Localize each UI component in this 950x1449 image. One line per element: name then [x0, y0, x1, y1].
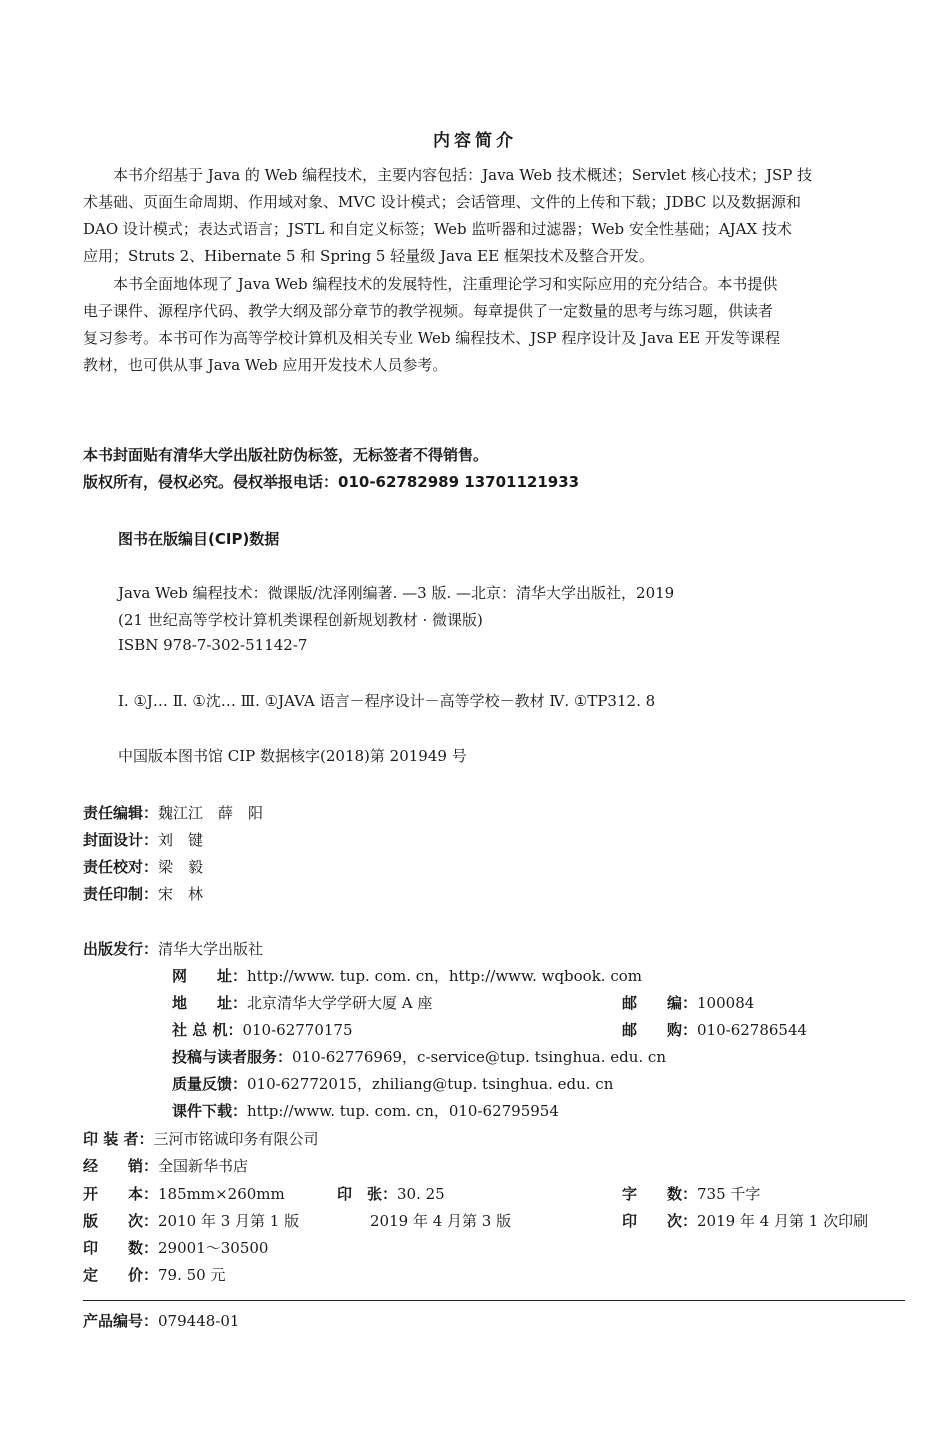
switchboard-value: 010-62770175 [242, 1021, 353, 1039]
publisher-mail-order-row [622, 1019, 807, 1040]
mail-order-value: 010-62786544 [697, 1021, 808, 1039]
intro-title: 内容简介 [433, 131, 517, 151]
quality-label: 质量反馈： [172, 1075, 248, 1093]
publisher-switchboard-row [172, 1019, 353, 1040]
cip-heading: 图书在版编目(CIP)数据 [118, 530, 280, 548]
zip-label: 邮 编： [622, 994, 698, 1012]
cip-classification: Ⅰ. ①J… Ⅱ. ①沈… Ⅲ. ①JAVA 语言－程序设计－高等学校－教材 Ⅳ. ①TP312. 8 [118, 692, 656, 710]
download-value: http://www. tup. com. cn，010-62795954 [247, 1102, 559, 1120]
sheets-label: 印 张： [337, 1185, 398, 1203]
anti-counterfeit-notice: 本书封面贴有清华大学出版社防伪标签，无标签者不得销售。 [83, 446, 489, 464]
staff-proofreader [83, 856, 203, 877]
product-code-label: 产品编号： [83, 1312, 159, 1330]
printing-value: 2019 年 4 月第 1 次印刷 [697, 1212, 869, 1230]
format-value: 185mm×260mm [158, 1185, 285, 1203]
cip-line-2: (21 世纪高等学校计算机类课程创新规划教材 · 微课版) [118, 611, 483, 629]
printing-row [622, 1210, 868, 1231]
publisher-download-row [172, 1100, 559, 1121]
price-value: 79. 50 元 [158, 1266, 226, 1284]
intro-paragraph-2 [83, 271, 905, 379]
download-label: 课件下载： [172, 1102, 248, 1120]
format-label: 开 本： [83, 1185, 159, 1203]
cip-line-1: Java Web 编程技术：微课版/沈泽刚编著. —3 版. —北京：清华大学出版社，2019 [118, 584, 675, 602]
publisher-website-row [172, 965, 642, 986]
publisher-quality-row [172, 1073, 613, 1094]
print-count-row [83, 1237, 268, 1258]
staff-label: 封面设计： [83, 831, 159, 849]
word-count-row [622, 1183, 760, 1204]
website-label: 网 址： [172, 967, 248, 985]
edition-row [83, 1210, 299, 1231]
publisher-service-row [172, 1046, 666, 1067]
print-count-label: 印 数： [83, 1239, 159, 1257]
distributor-label: 经 销： [83, 1157, 159, 1175]
copyright-notice: 版权所有，侵权必究。侵权举报电话：010-62782989 13701121933 [83, 473, 580, 491]
edition-value: 2010 年 3 月第 1 版 [158, 1212, 300, 1230]
staff-label: 责任编辑： [83, 804, 159, 822]
product-code-row [83, 1310, 239, 1331]
staff-label: 责任校对： [83, 858, 159, 876]
service-value: 010-62776969，c-service@tup. tsinghua. edu. cn [292, 1048, 666, 1066]
printing-label: 印 次： [622, 1212, 698, 1230]
sheets-row [337, 1183, 445, 1204]
staff-value: 刘 键 [158, 831, 204, 849]
intro-p1-line: 本书介绍基于 Java 的 Web 编程技术，主要内容包括：Java Web 技术概述；Servlet 核心技术；JSP 技 [113, 166, 813, 184]
intro-p2-line: 教材，也可供从事 Java Web 应用开发技术人员参考。 [83, 356, 448, 374]
publisher-zip-row [622, 992, 754, 1013]
price-row [83, 1264, 226, 1285]
address-label: 地 址： [172, 994, 248, 1012]
staff-value: 魏江江 薛 阳 [158, 804, 264, 822]
edition-label: 版 次： [83, 1212, 159, 1230]
staff-cover-design [83, 829, 203, 850]
footer-divider [83, 1300, 905, 1301]
intro-p1-line: 术基础、页面生命周期、作用域对象、MVC 设计模式；会话管理、文件的上传和下载；JDBC 以及数据源和 [83, 193, 802, 211]
publisher-value: 清华大学出版社 [158, 940, 264, 958]
edition-current: 2019 年 4 月第 3 版 [370, 1212, 512, 1230]
staff-value: 梁 毅 [158, 858, 204, 876]
intro-p1-line: DAO 设计模式；表达式语言；JSTL 和自定义标签；Web 监听器和过滤器；Web 安全性基础；AJAX 技术 [83, 220, 792, 238]
sheets-value: 30. 25 [397, 1185, 445, 1203]
publisher-row [83, 938, 263, 959]
address-value: 北京清华大学学研大厦 A 座 [247, 994, 433, 1012]
printer-row [83, 1128, 318, 1149]
publisher-address-row [172, 992, 432, 1013]
distributor-row [83, 1155, 248, 1176]
intro-p2-line: 复习参考。本书可作为高等学校计算机及相关专业 Web 编程技术、JSP 程序设计及 Java EE 开发等课程 [83, 329, 780, 347]
staff-label: 责任印制： [83, 885, 159, 903]
intro-p2-line: 电子课件、源程序代码、教学大纲及部分章节的教学视频。每章提供了一定数量的思考与练习题，供读者 [83, 302, 774, 320]
product-code-value: 079448-01 [158, 1312, 240, 1330]
staff-value: 宋 林 [158, 885, 204, 903]
cip-isbn: ISBN 978-7-302-51142-7 [118, 636, 308, 654]
quality-value: 010-62772015，zhiliang@tup. tsinghua. edu. cn [247, 1075, 614, 1093]
format-row [83, 1183, 285, 1204]
mail-order-label: 邮 购： [622, 1021, 698, 1039]
word-count-value: 735 千字 [697, 1185, 761, 1203]
publisher-label: 出版发行： [83, 940, 159, 958]
intro-p1-line: 应用；Struts 2、Hibernate 5 和 Spring 5 轻量级 Java EE 框架技术及整合开发。 [83, 247, 654, 265]
cip-record: 中国版本图书馆 CIP 数据核字(2018)第 201949 号 [118, 747, 467, 765]
printer-label: 印 装 者： [83, 1130, 154, 1148]
staff-editor [83, 802, 263, 823]
distributor-value: 全国新华书店 [158, 1157, 249, 1175]
service-label: 投稿与读者服务： [172, 1048, 293, 1066]
intro-paragraph-1 [83, 162, 905, 270]
website-value: http://www. tup. com. cn，http://www. wqbook. com [247, 967, 642, 985]
print-count-value: 29001～30500 [158, 1239, 269, 1257]
printer-value: 三河市铭诚印务有限公司 [153, 1130, 319, 1148]
switchboard-label: 社 总 机： [172, 1021, 243, 1039]
staff-printing [83, 883, 203, 904]
word-count-label: 字 数： [622, 1185, 698, 1203]
zip-value: 100084 [697, 994, 755, 1012]
intro-p2-line: 本书全面地体现了 Java Web 编程技术的发展特性，注重理论学习和实际应用的充分结合。本书提供 [113, 275, 778, 293]
price-label: 定 价： [83, 1266, 159, 1284]
